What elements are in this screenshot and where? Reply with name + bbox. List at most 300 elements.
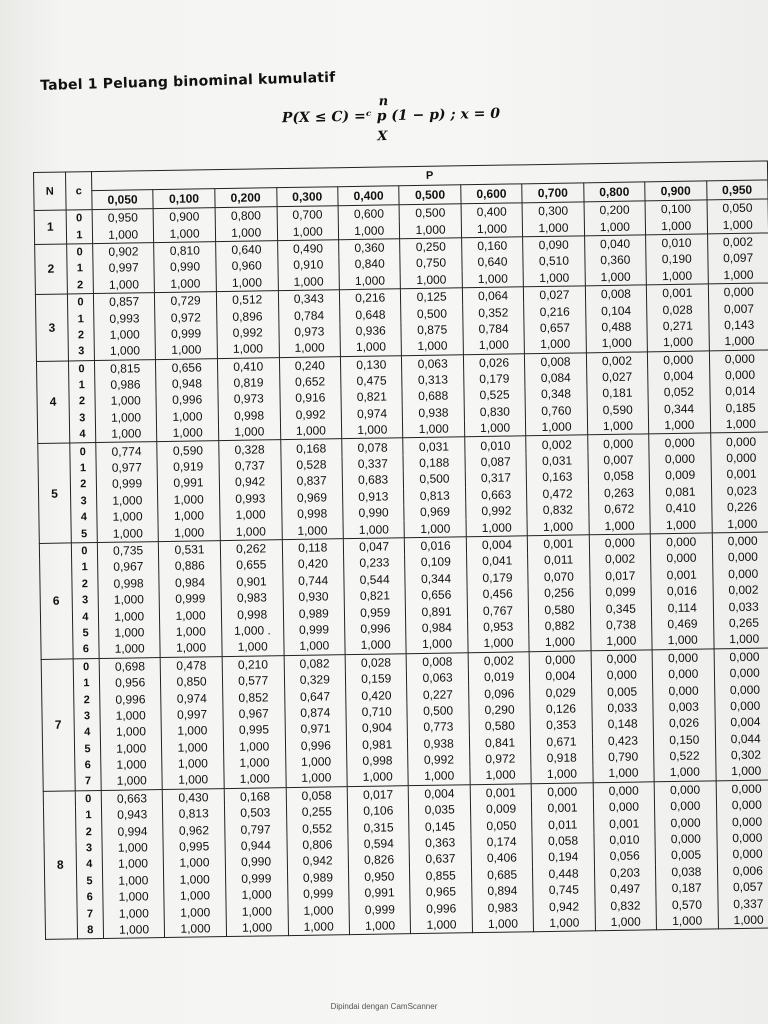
probability-cell: 0,000 (593, 798, 655, 815)
probability-cell: 1,000 (282, 522, 344, 540)
probability-cell: 0,490 (277, 239, 339, 257)
probability-cell: 0,580 (529, 601, 591, 618)
probability-cell: 0,010 (465, 436, 527, 454)
probability-cell: 1,000 (96, 492, 158, 509)
probability-cell: 0,774 (96, 442, 158, 460)
p-value-header: 0,400 (338, 186, 400, 206)
probability-cell: 0,302 (715, 746, 768, 763)
probability-cell: 0,652 (279, 373, 341, 390)
c-cell: 1 (75, 807, 101, 824)
probability-cell: 0,000 (650, 533, 712, 551)
p-value-header: 0,500 (399, 185, 461, 205)
probability-cell: 0,070 (528, 568, 590, 585)
probability-cell: 0,420 (282, 555, 344, 572)
probability-cell: 0,992 (217, 324, 279, 341)
probability-cell: 0,901 (221, 573, 283, 590)
probability-cell: 0,882 (529, 617, 591, 634)
probability-cell: 0,996 (285, 737, 347, 754)
probability-cell: 0,760 (525, 402, 587, 419)
probability-cell: 0,000 (649, 433, 711, 451)
probability-cell: 0,930 (283, 588, 345, 605)
c-cell: 1 (67, 260, 93, 277)
header-p: P (91, 161, 767, 191)
probability-cell: 0,168 (224, 787, 286, 805)
probability-cell: 0,475 (341, 372, 403, 389)
probability-cell: 0,995 (223, 721, 285, 738)
probability-cell: 1,000 (164, 871, 226, 888)
probability-cell: 0,919 (157, 458, 219, 475)
probability-cell: 0,027 (586, 368, 648, 385)
probability-cell: 0,944 (225, 837, 287, 854)
probability-cell: 1,000 (524, 335, 586, 353)
probability-cell: 0,104 (585, 302, 647, 319)
probability-cell: 1,000 (652, 632, 714, 650)
probability-cell: 0,001 (711, 466, 768, 483)
probability-cell: 0,745 (533, 881, 595, 898)
probability-cell: 0,672 (588, 500, 650, 517)
probability-cell: 0,875 (401, 321, 463, 338)
probability-cell: 0,363 (409, 834, 471, 851)
probability-cell: 0,029 (530, 684, 592, 701)
probability-cell: 0,594 (348, 835, 410, 852)
probability-cell: 0,406 (471, 849, 533, 866)
probability-cell: 0,004 (648, 367, 710, 384)
p-value-header: 0,600 (461, 184, 523, 204)
probability-cell: 0,580 (469, 717, 531, 734)
probability-cell: 0,904 (346, 719, 408, 736)
probability-cell: 0,163 (527, 469, 589, 486)
probability-cell: 0,000 (653, 682, 715, 699)
probability-cell: 1,000 (400, 221, 462, 239)
probability-cell: 0,118 (282, 538, 344, 556)
probability-cell: 0,004 (409, 784, 471, 802)
probability-cell: 0,983 (221, 589, 283, 606)
probability-cell: 1,000 (462, 270, 524, 288)
c-cell: 5 (74, 741, 100, 758)
c-cell: 4 (71, 509, 97, 526)
probability-cell: 0,832 (527, 501, 589, 518)
probability-cell: 0,010 (594, 831, 656, 848)
probability-cell: 0,000 (655, 830, 717, 847)
n-cell: 5 (38, 443, 71, 543)
probability-cell: 0,900 (153, 208, 215, 226)
probability-cell: 0,000 (531, 782, 593, 800)
probability-cell: 0,000 (714, 697, 768, 714)
probability-cell: 0,910 (277, 256, 339, 273)
probability-cell: 0,671 (531, 733, 593, 750)
probability-cell: 0,974 (341, 405, 403, 422)
c-cell: 0 (66, 243, 92, 260)
probability-cell: 1,000 (647, 334, 709, 352)
c-cell: 0 (66, 210, 92, 227)
probability-cell: 0,992 (280, 406, 342, 423)
probability-cell: 0,420 (346, 687, 408, 704)
probability-cell: 1,000 (650, 516, 712, 534)
probability-cell: 0,148 (592, 715, 654, 732)
probability-cell: 1,000 (160, 639, 222, 657)
probability-cell: 0,969 (404, 503, 466, 520)
probability-cell: 1,000 (343, 521, 405, 539)
probability-cell: 0,950 (92, 209, 154, 227)
c-cell: 6 (77, 889, 103, 906)
probability-cell: 0,750 (400, 254, 462, 271)
probability-cell: 0,852 (222, 688, 284, 705)
probability-cell: 1,000 (527, 518, 589, 536)
probability-cell: 0,469 (652, 615, 714, 632)
probability-cell: 0,999 (349, 901, 411, 918)
c-cell: 3 (70, 493, 96, 510)
probability-cell: 1,000 (160, 606, 222, 623)
probability-cell: 0,343 (278, 290, 340, 308)
probability-cell: 0,938 (408, 735, 470, 752)
probability-cell: 1,000 (94, 342, 156, 360)
probability-cell: 0,999 (287, 885, 349, 902)
probability-cell: 0,009 (649, 467, 711, 484)
probability-cell: 0,000 (712, 532, 768, 550)
probability-cell: 0,000 (529, 650, 591, 668)
probability-cell: 0,000 (654, 781, 716, 799)
probability-cell: 0,041 (466, 552, 528, 569)
probability-cell: 0,000 (716, 780, 768, 798)
probability-cell: 0,096 (468, 685, 530, 702)
probability-cell: 0,902 (93, 242, 155, 260)
probability-cell: 0,337 (717, 895, 768, 912)
probability-cell: 1,000 (215, 224, 277, 242)
probability-cell: 0,832 (595, 897, 657, 914)
probability-cell: 1,000 (718, 911, 768, 929)
probability-cell: 0,997 (161, 706, 223, 723)
probability-cell: 0,984 (406, 619, 468, 636)
probability-cell: 1,000 (216, 274, 278, 292)
probability-cell: 0,999 (225, 870, 287, 887)
n-cell: 6 (39, 543, 73, 659)
probability-cell: 0,969 (281, 489, 343, 506)
probability-cell: 1,000 (283, 637, 345, 655)
probability-cell: 1,000 (218, 423, 280, 441)
probability-cell: 0,240 (279, 356, 341, 374)
c-cell: 5 (72, 625, 98, 642)
probability-cell: 1,000 (162, 739, 224, 756)
probability-cell: 0,002 (589, 551, 651, 568)
probability-cell: 0,016 (405, 537, 467, 555)
probability-cell: 0,950 (348, 868, 410, 885)
probability-cell: 0,737 (219, 457, 281, 474)
probability-cell: 0,710 (346, 703, 408, 720)
probability-cell: 1,000 (523, 269, 585, 287)
probability-cell: 1,000 (162, 755, 224, 772)
probability-cell: 0,983 (472, 899, 534, 916)
probability-cell: 1,000 (646, 267, 708, 285)
c-cell: 2 (70, 476, 96, 493)
probability-cell: 0,114 (651, 599, 713, 616)
probability-cell: 0,637 (410, 850, 472, 867)
probability-cell: 0,150 (653, 731, 715, 748)
probability-cell: 0,026 (653, 714, 715, 731)
probability-cell: 0,081 (650, 483, 712, 500)
probability-cell: 0,841 (469, 734, 531, 751)
probability-cell: 0,348 (525, 386, 587, 403)
c-cell: 6 (73, 641, 99, 658)
probability-cell: 1,000 (226, 919, 288, 937)
probability-cell: 0,227 (407, 686, 469, 703)
probability-cell: 0,008 (525, 352, 587, 370)
probability-cell: 0,179 (464, 370, 526, 387)
probability-cell: 0,005 (655, 847, 717, 864)
probability-cell: 0,035 (409, 801, 471, 818)
probability-cell: 0,007 (588, 451, 650, 468)
probability-cell: 1,000 (217, 340, 279, 358)
probability-cell: 0,000 (591, 666, 653, 683)
probability-cell: 0,510 (523, 253, 585, 270)
page-title: Tabel 1 Peluang binominal kumulatif (40, 69, 336, 94)
c-cell: 1 (66, 226, 92, 243)
probability-cell: 0,044 (715, 730, 768, 747)
probability-cell: 0,959 (344, 604, 406, 621)
binomial-formula (281, 92, 502, 149)
probability-cell: 0,047 (343, 538, 405, 556)
probability-cell: 1,000 (157, 424, 219, 442)
probability-cell: 0,790 (592, 748, 654, 765)
probability-cell: 0,994 (102, 822, 164, 839)
probability-cell: 0,001 (470, 783, 532, 801)
probability-cell: 0,216 (524, 303, 586, 320)
probability-cell: 0,000 (709, 349, 768, 367)
probability-cell: 0,000 (655, 814, 717, 831)
probability-cell: 0,160 (461, 237, 523, 255)
c-cell: 7 (75, 773, 101, 790)
n-cell: 3 (35, 294, 68, 361)
probability-cell: 0,143 (708, 316, 768, 333)
probability-cell: 0,956 (99, 674, 161, 691)
p-value-header: 0,700 (522, 183, 584, 203)
probability-cell: 0,017 (347, 785, 409, 803)
probability-cell: 0,896 (216, 308, 278, 325)
probability-cell: 0,942 (287, 852, 349, 869)
probability-cell: 0,821 (341, 389, 403, 406)
probability-cell: 0,006 (717, 862, 768, 879)
probability-cell: 1,000 (710, 416, 768, 434)
probability-cell: 0,840 (339, 255, 401, 272)
p-value-header: 0,950 (706, 180, 768, 200)
probability-cell: 0,943 (101, 806, 163, 823)
probability-cell: 1,000 (591, 632, 653, 650)
probability-cell: 0,685 (471, 866, 533, 883)
probability-cell: 0,600 (338, 205, 400, 223)
probability-cell: 1,000 (220, 523, 282, 541)
probability-cell: 0,981 (346, 736, 408, 753)
probability-cell: 0,000 (652, 648, 714, 666)
probability-cell: 0,056 (594, 848, 656, 865)
probability-cell: 0,271 (647, 317, 709, 334)
probability-cell: 0,300 (522, 202, 584, 220)
formula-lower-index: X (377, 129, 388, 145)
probability-cell: 0,738 (590, 616, 652, 633)
probability-cell: 1,000 (529, 633, 591, 651)
probability-cell: 0,984 (159, 574, 221, 591)
probability-cell: 0,344 (405, 570, 467, 587)
probability-cell: 0,855 (410, 867, 472, 884)
probability-cell: 0,953 (467, 618, 529, 635)
probability-cell: 0,497 (594, 880, 656, 897)
probability-cell: 1,000 (100, 707, 162, 724)
probability-cell: 1,000 (157, 408, 219, 425)
probability-cell: 0,181 (587, 385, 649, 402)
probability-cell: 0,000 (712, 549, 768, 566)
probability-cell: 0,000 (717, 846, 768, 863)
probability-cell: 1,000 (164, 887, 226, 904)
probability-cell: 0,031 (403, 437, 465, 455)
probability-cell: 0,203 (594, 864, 656, 881)
probability-cell: 1,000 (158, 524, 220, 542)
probability-cell: 1,000 (470, 767, 532, 785)
probability-cell: 0,500 (401, 305, 463, 322)
probability-cell: 0,329 (284, 671, 346, 688)
probability-cell: 0,263 (588, 484, 650, 501)
probability-cell: 0,648 (340, 306, 402, 323)
probability-cell: 0,503 (224, 804, 286, 821)
probability-cell: 0,000 (593, 781, 655, 799)
probability-cell: 0,014 (709, 383, 768, 400)
probability-cell: 1,000 (101, 756, 163, 773)
probability-cell: 0,977 (96, 459, 158, 476)
probability-cell: 0,084 (525, 369, 587, 386)
probability-cell: 0,000 (712, 565, 768, 582)
probability-cell: 1,000 (162, 722, 224, 739)
p-value-header: 0,300 (276, 187, 338, 207)
probability-cell: 1,000 (226, 886, 288, 903)
probability-cell: 0,655 (220, 556, 282, 573)
probability-cell: 0,784 (463, 320, 525, 337)
c-cell: 0 (67, 294, 93, 311)
probability-cell: 0,328 (219, 440, 281, 458)
probability-cell: 0,000 (652, 665, 714, 682)
probability-cell: 0,000 (589, 534, 651, 552)
probability-cell: 0,916 (280, 389, 342, 406)
probability-cell: 0,996 (345, 620, 407, 637)
probability-cell: 0,011 (528, 552, 590, 569)
probability-cell: 0,000 (710, 432, 768, 450)
probability-cell: 0,058 (588, 468, 650, 485)
probability-cell: 1,000 (461, 220, 523, 238)
probability-cell: 0,000 (591, 649, 653, 667)
probability-cell: 1,000 (102, 855, 164, 872)
probability-cell: 0,938 (403, 404, 465, 421)
probability-cell: 0,145 (409, 818, 471, 835)
probability-cell: 1,000 (95, 425, 157, 443)
probability-cell: 1,000 (102, 872, 164, 889)
c-cell: 4 (76, 856, 102, 873)
probability-cell: 0,003 (653, 698, 715, 715)
c-cell: 2 (72, 576, 98, 593)
probability-cell: 0,819 (218, 374, 280, 391)
probability-cell: 0,810 (154, 241, 216, 259)
probability-cell: 0,967 (223, 705, 285, 722)
probability-cell: 1,000 (160, 623, 222, 640)
probability-cell: 1,000 (154, 225, 216, 243)
binomial-table (33, 160, 768, 940)
probability-cell: 1,000 (156, 341, 218, 359)
probability-cell: 0,913 (343, 488, 405, 505)
probability-cell: 1,000 (95, 409, 157, 426)
probability-cell: 0,000 (651, 550, 713, 567)
c-cell: 0 (73, 658, 99, 675)
probability-cell: 1,000 (709, 333, 768, 351)
probability-cell: 0,965 (410, 883, 472, 900)
probability-cell: 1,000 (103, 904, 165, 921)
probability-cell: 1,000 (277, 223, 339, 241)
probability-cell: 0,360 (339, 239, 401, 257)
probability-cell: 0,960 (216, 257, 278, 274)
probability-cell: 0,590 (157, 441, 219, 459)
probability-cell: 0,019 (468, 668, 530, 685)
probability-cell: 0,967 (98, 558, 160, 575)
probability-cell: 0,190 (646, 251, 708, 268)
probability-cell: 1,000 (656, 912, 718, 930)
probability-cell: 0,815 (94, 359, 156, 377)
probability-cell: 0,410 (217, 357, 279, 375)
probability-cell: 0,448 (533, 865, 595, 882)
probability-cell: 0,992 (408, 751, 470, 768)
probability-cell: 0,948 (156, 375, 218, 392)
probability-cell: 0,187 (656, 879, 718, 896)
n-cell: 7 (41, 658, 75, 791)
c-cell: 0 (75, 790, 101, 807)
probability-cell: 0,233 (344, 554, 406, 571)
c-cell: 3 (74, 708, 100, 725)
probability-cell: 0,850 (161, 673, 223, 690)
c-cell: 7 (77, 905, 103, 922)
probability-cell: 0,918 (531, 749, 593, 766)
probability-cell: 0,577 (222, 672, 284, 689)
probability-cell: 0,886 (159, 557, 221, 574)
probability-cell: 0,002 (468, 651, 530, 669)
probability-cell: 1,000 (94, 326, 156, 343)
probability-cell: 1,000 (286, 769, 348, 787)
scanner-watermark: Dipindai dengan CamScanner (330, 1002, 438, 1011)
probability-cell: 0,973 (218, 390, 280, 407)
probability-cell: 0,002 (707, 233, 768, 251)
probability-cell: 0,210 (222, 655, 284, 673)
probability-cell: 0,990 (154, 258, 216, 275)
probability-cell: 0,998 (221, 606, 283, 623)
probability-cell: 0,027 (524, 286, 586, 304)
probability-cell: 0,017 (589, 567, 651, 584)
probability-cell: 0,130 (340, 355, 402, 373)
probability-cell: 0,000 (708, 283, 768, 301)
probability-cell: 0,894 (472, 882, 534, 899)
probability-cell: 0,000 (716, 813, 768, 830)
probability-cell: 0,478 (161, 656, 223, 674)
probability-cell: 0,000 (587, 434, 649, 452)
probability-cell: 1,000 (715, 763, 768, 781)
probability-cell: 0,663 (101, 789, 163, 807)
probability-cell: 0,005 (591, 683, 653, 700)
probability-cell: 0,488 (586, 318, 648, 335)
probability-cell: 0,973 (279, 323, 341, 340)
binomial-table-container (33, 160, 768, 940)
probability-cell: 1,000 (708, 266, 768, 284)
probability-cell: 1,000 (468, 634, 530, 652)
c-cell: 2 (69, 393, 95, 410)
probability-cell: 0,647 (284, 687, 346, 704)
probability-cell: 0,000 (655, 797, 717, 814)
probability-cell: 0,063 (402, 354, 464, 372)
c-cell: 1 (71, 559, 97, 576)
c-cell: 0 (68, 360, 94, 377)
probability-cell: 0,837 (281, 472, 343, 489)
n-cell: 8 (43, 791, 77, 940)
probability-cell: 1,000 (584, 218, 646, 236)
